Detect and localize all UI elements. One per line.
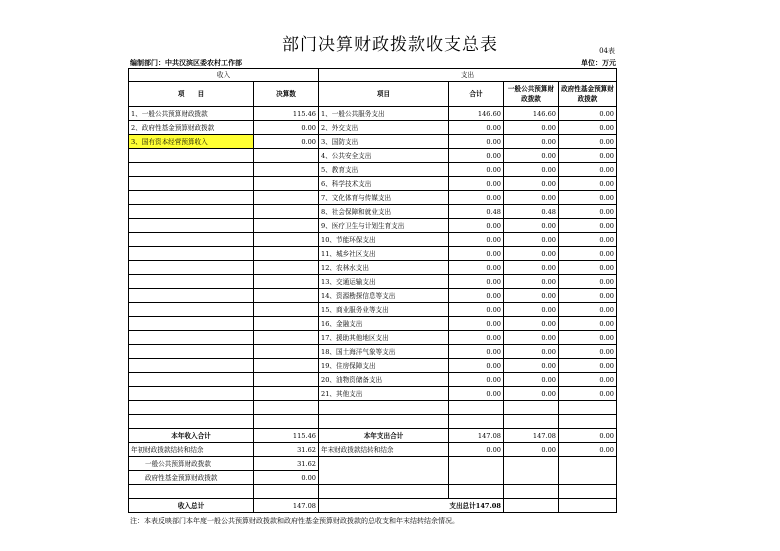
expense-general: 0.00 bbox=[504, 177, 559, 191]
income-value bbox=[254, 163, 319, 177]
income-item bbox=[129, 373, 254, 387]
expense-general: 0.00 bbox=[504, 373, 559, 387]
carry-in-fund-value: 0.00 bbox=[254, 471, 319, 485]
year-income-total-label: 本年收入合计 bbox=[129, 429, 254, 443]
table-row bbox=[129, 121, 617, 135]
table-row bbox=[129, 373, 617, 387]
expense-total: 0.00 bbox=[449, 121, 504, 135]
total-header: 合计 bbox=[449, 82, 504, 107]
expense-general: 0.00 bbox=[504, 345, 559, 359]
expense-total: 0.00 bbox=[449, 163, 504, 177]
expense-total: 0.00 bbox=[449, 331, 504, 345]
year-expense-fund: 0.00 bbox=[559, 429, 617, 443]
table-row bbox=[129, 247, 617, 261]
income-item bbox=[129, 289, 254, 303]
table-row bbox=[129, 303, 617, 317]
expense-total: 0.00 bbox=[449, 261, 504, 275]
carry-out-general: 0.00 bbox=[504, 443, 559, 457]
carry-out-label: 年末财政拨款结转和结余 bbox=[319, 443, 449, 457]
expense-total: 0.00 bbox=[449, 219, 504, 233]
expense-fund: 0.00 bbox=[559, 135, 617, 149]
expense-total: 0.00 bbox=[449, 135, 504, 149]
income-value bbox=[254, 345, 319, 359]
expense-general bbox=[504, 415, 559, 429]
expense-item: 21、其他支出 bbox=[319, 387, 449, 401]
expense-general: 0.00 bbox=[504, 317, 559, 331]
expense-general: 0.00 bbox=[504, 219, 559, 233]
expense-general: 0.00 bbox=[504, 289, 559, 303]
expense-general: 0.00 bbox=[504, 359, 559, 373]
income-item bbox=[129, 345, 254, 359]
expense-general: 0.00 bbox=[504, 387, 559, 401]
expense-item: 2、外交支出 bbox=[319, 121, 449, 135]
expense-general: 0.00 bbox=[504, 149, 559, 163]
income-item-highlighted: 3、国有资本经营预算收入 bbox=[129, 135, 254, 149]
carry-out-total: 0.00 bbox=[449, 443, 504, 457]
expense-total: 0.00 bbox=[449, 289, 504, 303]
income-value: 0.00 bbox=[254, 121, 319, 135]
table-row bbox=[129, 233, 617, 247]
expense-fund: 0.00 bbox=[559, 373, 617, 387]
expense-fund bbox=[559, 415, 617, 429]
income-total: 147.08 bbox=[254, 499, 319, 513]
year-income-total: 115.46 bbox=[254, 429, 319, 443]
carry-in-value: 31.62 bbox=[254, 443, 319, 457]
income-section-header: 收入 bbox=[129, 69, 319, 82]
carry-in-fund-label: 政府性基金预算财政拨款 bbox=[129, 471, 254, 485]
income-value bbox=[254, 191, 319, 205]
income-item: 1、一般公共预算财政拨款 bbox=[129, 107, 254, 121]
expense-item: 12、农林水支出 bbox=[319, 261, 449, 275]
income-total-label: 收入总计 bbox=[129, 499, 254, 513]
expense-item: 4、公共安全支出 bbox=[319, 149, 449, 163]
expense-fund: 0.00 bbox=[559, 289, 617, 303]
expense-fund: 0.00 bbox=[559, 149, 617, 163]
expense-total: 0.00 bbox=[449, 149, 504, 163]
income-value bbox=[254, 219, 319, 233]
report-title: 部门决算财政拨款收支总表 bbox=[282, 35, 498, 55]
carry-in-general-value: 31.62 bbox=[254, 457, 319, 471]
finance-summary-table bbox=[128, 68, 617, 513]
expense-item bbox=[319, 415, 449, 429]
expense-item: 14、资源勘探信息等支出 bbox=[319, 289, 449, 303]
footnote: 注：本表反映部门本年度一般公共预算财政拨款和政府性基金预算财政拨款的总收支和年末结转结余情况。 bbox=[130, 517, 459, 525]
income-value bbox=[254, 331, 319, 345]
income-item bbox=[129, 219, 254, 233]
expense-item bbox=[319, 401, 449, 415]
income-value: 115.46 bbox=[254, 107, 319, 121]
expense-total: 0.00 bbox=[449, 191, 504, 205]
carry-in-label: 年初财政拨款结转和结余 bbox=[129, 443, 254, 457]
income-value bbox=[254, 303, 319, 317]
expense-total: 0.00 bbox=[449, 233, 504, 247]
expense-item: 18、国土海洋气象等支出 bbox=[319, 345, 449, 359]
income-value bbox=[254, 289, 319, 303]
expense-total: 0.00 bbox=[449, 247, 504, 261]
general-budget-header: 一般公共预算财政拨款 bbox=[504, 82, 559, 107]
expense-item: 6、科学技术支出 bbox=[319, 177, 449, 191]
table-row bbox=[129, 163, 617, 177]
income-value bbox=[254, 317, 319, 331]
expense-fund: 0.00 bbox=[559, 345, 617, 359]
table-row bbox=[129, 359, 617, 373]
expense-fund: 0.00 bbox=[559, 205, 617, 219]
table-row bbox=[129, 177, 617, 191]
expense-fund: 0.00 bbox=[559, 359, 617, 373]
income-value bbox=[254, 247, 319, 261]
table-code: 04表 bbox=[599, 47, 615, 55]
income-item bbox=[129, 163, 254, 177]
income-item bbox=[129, 177, 254, 191]
income-value bbox=[254, 275, 319, 289]
income-item bbox=[129, 331, 254, 345]
expense-item: 7、文化体育与传媒支出 bbox=[319, 191, 449, 205]
income-item: 2、政府性基金预算财政拨款 bbox=[129, 121, 254, 135]
carry-row bbox=[129, 443, 617, 457]
income-item bbox=[129, 261, 254, 275]
expense-total: 0.00 bbox=[449, 387, 504, 401]
expense-general: 0.48 bbox=[504, 205, 559, 219]
carry-out-fund: 0.00 bbox=[559, 443, 617, 457]
income-item bbox=[129, 401, 254, 415]
expense-fund: 0.00 bbox=[559, 387, 617, 401]
table-row bbox=[129, 331, 617, 345]
carry-general-row bbox=[129, 457, 617, 471]
expense-item: 3、国防支出 bbox=[319, 135, 449, 149]
expense-item: 10、节能环保支出 bbox=[319, 233, 449, 247]
expense-fund: 0.00 bbox=[559, 261, 617, 275]
expense-total: 0.00 bbox=[449, 345, 504, 359]
blank-row bbox=[129, 485, 617, 499]
income-item bbox=[129, 149, 254, 163]
expense-general: 0.00 bbox=[504, 191, 559, 205]
fund-budget-header: 政府性基金预算财政拨款 bbox=[559, 82, 617, 107]
income-value bbox=[254, 205, 319, 219]
expense-total: 0.00 bbox=[449, 275, 504, 289]
expense-item: 19、住房保障支出 bbox=[319, 359, 449, 373]
expense-item: 16、金融支出 bbox=[319, 317, 449, 331]
table-row bbox=[129, 219, 617, 233]
income-value: 0.00 bbox=[254, 135, 319, 149]
expense-total: 0.00 bbox=[449, 373, 504, 387]
expense-item: 13、交通运输支出 bbox=[319, 275, 449, 289]
expense-fund: 0.00 bbox=[559, 219, 617, 233]
expense-fund: 0.00 bbox=[559, 317, 617, 331]
expense-total: 0.00 bbox=[449, 359, 504, 373]
expense-item: 11、城乡社区支出 bbox=[319, 247, 449, 261]
table-row bbox=[129, 275, 617, 289]
expense-total: 146.60 bbox=[449, 107, 504, 121]
meta-row bbox=[128, 58, 616, 68]
expense-general: 0.00 bbox=[504, 331, 559, 345]
expense-item: 17、援助其他地区支出 bbox=[319, 331, 449, 345]
income-item bbox=[129, 317, 254, 331]
income-value bbox=[254, 177, 319, 191]
org-label: 编制部门：中共汉滨区委农村工作部 bbox=[130, 58, 242, 67]
income-value bbox=[254, 373, 319, 387]
expense-fund: 0.00 bbox=[559, 303, 617, 317]
income-value bbox=[254, 415, 319, 429]
unit-label: 单位：万元 bbox=[581, 58, 616, 67]
expense-fund: 0.00 bbox=[559, 177, 617, 191]
expense-fund: 0.00 bbox=[559, 247, 617, 261]
expense-item: 8、社会保障和就业支出 bbox=[319, 205, 449, 219]
table-row bbox=[129, 149, 617, 163]
year-expense-total-label: 本年支出合计 bbox=[319, 429, 449, 443]
expense-general: 0.00 bbox=[504, 247, 559, 261]
expense-fund: 0.00 bbox=[559, 331, 617, 345]
income-value bbox=[254, 387, 319, 401]
year-total-row bbox=[129, 429, 617, 443]
income-value bbox=[254, 359, 319, 373]
expense-fund bbox=[559, 401, 617, 415]
expense-item: 5、教育支出 bbox=[319, 163, 449, 177]
income-item bbox=[129, 247, 254, 261]
income-item bbox=[129, 191, 254, 205]
year-expense-total: 147.08 bbox=[449, 429, 504, 443]
expense-item: 20、油物资储备支出 bbox=[319, 373, 449, 387]
income-item-header: 项 目 bbox=[129, 82, 254, 107]
expense-item: 1、一般公共服务支出 bbox=[319, 107, 449, 121]
table-row bbox=[129, 401, 617, 415]
expense-general: 0.00 bbox=[504, 135, 559, 149]
expense-fund: 0.00 bbox=[559, 107, 617, 121]
expense-general bbox=[504, 401, 559, 415]
income-value bbox=[254, 401, 319, 415]
year-expense-general: 147.08 bbox=[504, 429, 559, 443]
expense-total bbox=[449, 401, 504, 415]
expense-fund: 0.00 bbox=[559, 275, 617, 289]
expense-general: 0.00 bbox=[504, 275, 559, 289]
expense-total: 0.48 bbox=[449, 205, 504, 219]
income-value bbox=[254, 233, 319, 247]
expense-general: 0.00 bbox=[504, 261, 559, 275]
expense-total bbox=[449, 415, 504, 429]
expense-item-header: 项目 bbox=[319, 82, 449, 107]
table-row bbox=[129, 289, 617, 303]
expense-fund: 0.00 bbox=[559, 163, 617, 177]
table-row bbox=[129, 191, 617, 205]
expense-item: 15、商业服务业等支出 bbox=[319, 303, 449, 317]
table-row bbox=[129, 317, 617, 331]
table-row bbox=[129, 387, 617, 401]
expense-section-header: 支出 bbox=[319, 69, 617, 82]
table-row bbox=[129, 205, 617, 219]
expense-general: 146.60 bbox=[504, 107, 559, 121]
income-item bbox=[129, 387, 254, 401]
expense-fund: 0.00 bbox=[559, 191, 617, 205]
expense-total: 0.00 bbox=[449, 177, 504, 191]
table-row bbox=[129, 415, 617, 429]
table-row bbox=[129, 135, 617, 149]
income-item bbox=[129, 415, 254, 429]
expense-general: 0.00 bbox=[504, 233, 559, 247]
expense-general: 0.00 bbox=[504, 303, 559, 317]
table-row bbox=[129, 261, 617, 275]
grand-total-row bbox=[129, 499, 617, 513]
income-value bbox=[254, 261, 319, 275]
expense-item: 9、医疗卫生与计划生育支出 bbox=[319, 219, 449, 233]
expense-general: 0.00 bbox=[504, 121, 559, 135]
income-item bbox=[129, 233, 254, 247]
income-item bbox=[129, 303, 254, 317]
income-item bbox=[129, 275, 254, 289]
table-row bbox=[129, 345, 617, 359]
carry-fund-row bbox=[129, 471, 617, 485]
final-amount-header: 决算数 bbox=[254, 82, 319, 107]
expense-total: 0.00 bbox=[449, 303, 504, 317]
expense-general: 0.00 bbox=[504, 163, 559, 177]
expense-fund: 0.00 bbox=[559, 121, 617, 135]
income-value bbox=[254, 149, 319, 163]
income-item bbox=[129, 359, 254, 373]
carry-in-general-label: 一般公共预算财政拨款 bbox=[129, 457, 254, 471]
expense-fund: 0.00 bbox=[559, 233, 617, 247]
income-item bbox=[129, 205, 254, 219]
table-row bbox=[129, 107, 617, 121]
expense-total-text: 支出总计147.08 bbox=[319, 499, 504, 513]
expense-total: 0.00 bbox=[449, 317, 504, 331]
